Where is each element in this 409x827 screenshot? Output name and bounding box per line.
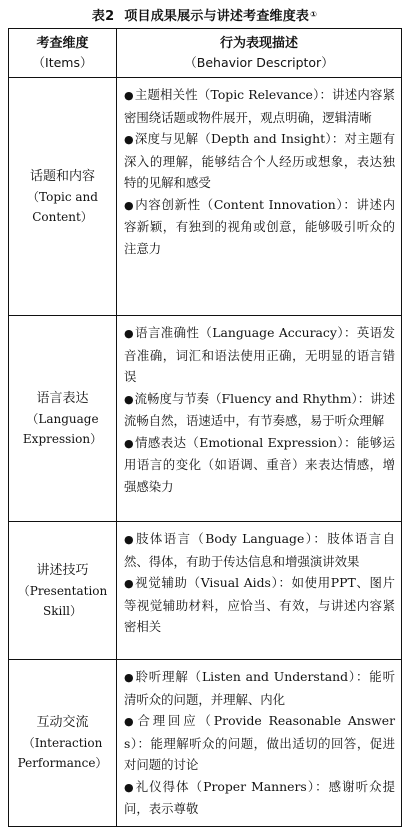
dimension-name-en: Content）	[32, 209, 93, 224]
descriptor-item	[124, 388, 395, 432]
descriptor-item	[124, 194, 395, 260]
header-descriptor-en: （Behavior Descriptor）	[184, 55, 334, 70]
descriptor-term: 主题相关性（Topic Relevance）：	[134, 87, 333, 102]
table-title: 项目成果展示与讲述考查维度表	[124, 8, 310, 24]
table-row	[9, 522, 402, 660]
descriptor-item	[124, 128, 395, 194]
bullet-icon: ●	[124, 133, 134, 146]
descriptor-cell	[117, 78, 402, 316]
table-row	[9, 78, 402, 316]
descriptor-term: 聆听理解（Listen and Understand）：	[135, 669, 370, 684]
bullet-icon: ●	[124, 577, 135, 590]
header-row	[9, 29, 402, 78]
descriptor-item	[124, 666, 395, 710]
header-items-en: （Items）	[32, 55, 93, 70]
descriptor-text: 讲述流畅自然，语速适中，有节奏感，易于听众理解	[124, 390, 395, 428]
descriptor-item	[124, 528, 395, 572]
header-items-zh: 考查维度	[36, 36, 89, 51]
descriptor-item	[124, 432, 395, 498]
descriptor-text: 对主题有深入的理解，能够结合个人经历或想象，表达独特的见解和感受	[124, 131, 395, 190]
dimension-cell	[9, 660, 117, 827]
table-row	[9, 660, 402, 827]
bullet-icon: ●	[124, 533, 136, 546]
descriptor-text: 如使用PPT、图片等视觉辅助材料，应恰当、有效，与讲述内容紧密相关	[124, 575, 395, 634]
header-descriptor	[117, 29, 402, 78]
descriptor-cell	[117, 522, 402, 660]
dimension-name-en: Skill）	[42, 603, 82, 618]
descriptor-text: 能听清听众的问题，并理解、内化	[124, 669, 395, 707]
descriptor-text: 能理解听众的问题，做出适切的回答，促进对问题的讨论	[124, 735, 395, 772]
descriptor-term: 情感表达（Emotional Expression）：	[135, 434, 357, 450]
dimension-name-en: （Language	[26, 411, 99, 426]
dimension-cell	[9, 522, 117, 660]
dimension-name-en: （Interaction	[22, 735, 103, 750]
dimension-name-zh: 话题和内容	[29, 168, 95, 184]
descriptor-term: 内容创新性（Content Innovation）：	[135, 196, 357, 212]
bullet-icon: ●	[124, 89, 134, 102]
bullet-icon: ●	[124, 327, 135, 340]
descriptor-item	[124, 322, 395, 388]
descriptor-text: 能够运用语言的变化（如语调、重音）来表达情感，增强感染力	[124, 434, 395, 494]
descriptor-term: 深度与见解（Depth and Insight）：	[134, 131, 345, 146]
dimension-name-zh: 讲述技巧	[36, 562, 89, 578]
bullet-icon: ●	[124, 715, 137, 728]
table-number: 表2	[91, 8, 115, 24]
descriptor-text: 感谢听众提问，表示尊敬	[124, 778, 395, 816]
dimension-name-en: （Presentation	[17, 583, 108, 598]
bullet-icon: ●	[124, 198, 135, 212]
descriptor-term: 礼仪得体（Proper Manners）：	[135, 778, 329, 794]
bullet-icon: ●	[124, 671, 135, 684]
dimension-name-en: Expression）	[22, 431, 103, 446]
descriptor-term: 合理回应（Provide Reasonable Answers）：	[124, 713, 395, 751]
descriptor-text: 英语发音准确，词汇和语法使用正确，无明显的语言错误	[124, 325, 395, 384]
descriptor-item	[124, 572, 395, 638]
descriptor-term: 语言准确性（Language Accuracy）：	[135, 325, 357, 340]
table-row	[9, 316, 402, 522]
descriptor-item	[124, 84, 395, 128]
assessment-table	[8, 28, 402, 827]
descriptor-term: 肢体语言（Body Language）：	[136, 531, 328, 546]
descriptor-term: 流畅度与节奏（Fluency and Rhythm）：	[134, 390, 371, 406]
dimension-cell	[9, 78, 117, 316]
descriptor-term: 视觉辅助（Visual Aids）：	[135, 575, 292, 590]
descriptor-cell	[117, 660, 402, 827]
descriptor-item	[124, 710, 395, 776]
dimension-name-en: （Topic and	[27, 189, 98, 204]
bullet-icon: ●	[124, 780, 135, 794]
bullet-icon: ●	[124, 436, 135, 450]
dimension-name-zh: 互动交流	[36, 714, 89, 730]
descriptor-item	[124, 776, 395, 820]
header-descriptor-zh: 行为表现描述	[219, 36, 298, 51]
dimension-name-en: Performance）	[17, 755, 108, 770]
footnote-mark: ①	[310, 9, 318, 19]
descriptor-text: 讲述内容紧密围绕话题或物件展开，观点明确，逻辑清晰	[124, 87, 395, 125]
table-caption	[8, 0, 401, 28]
bullet-icon: ●	[124, 392, 134, 406]
descriptor-text: 讲述内容新颖，有独到的视角或创意，能够吸引听众的注意力	[124, 196, 395, 256]
header-items	[9, 29, 117, 78]
dimension-name-zh: 语言表达	[36, 390, 89, 406]
descriptor-text: 肢体语言自然、得体，有助于传达信息和增强演讲效果	[124, 531, 396, 569]
descriptor-cell	[117, 316, 402, 522]
dimension-cell	[9, 316, 117, 522]
